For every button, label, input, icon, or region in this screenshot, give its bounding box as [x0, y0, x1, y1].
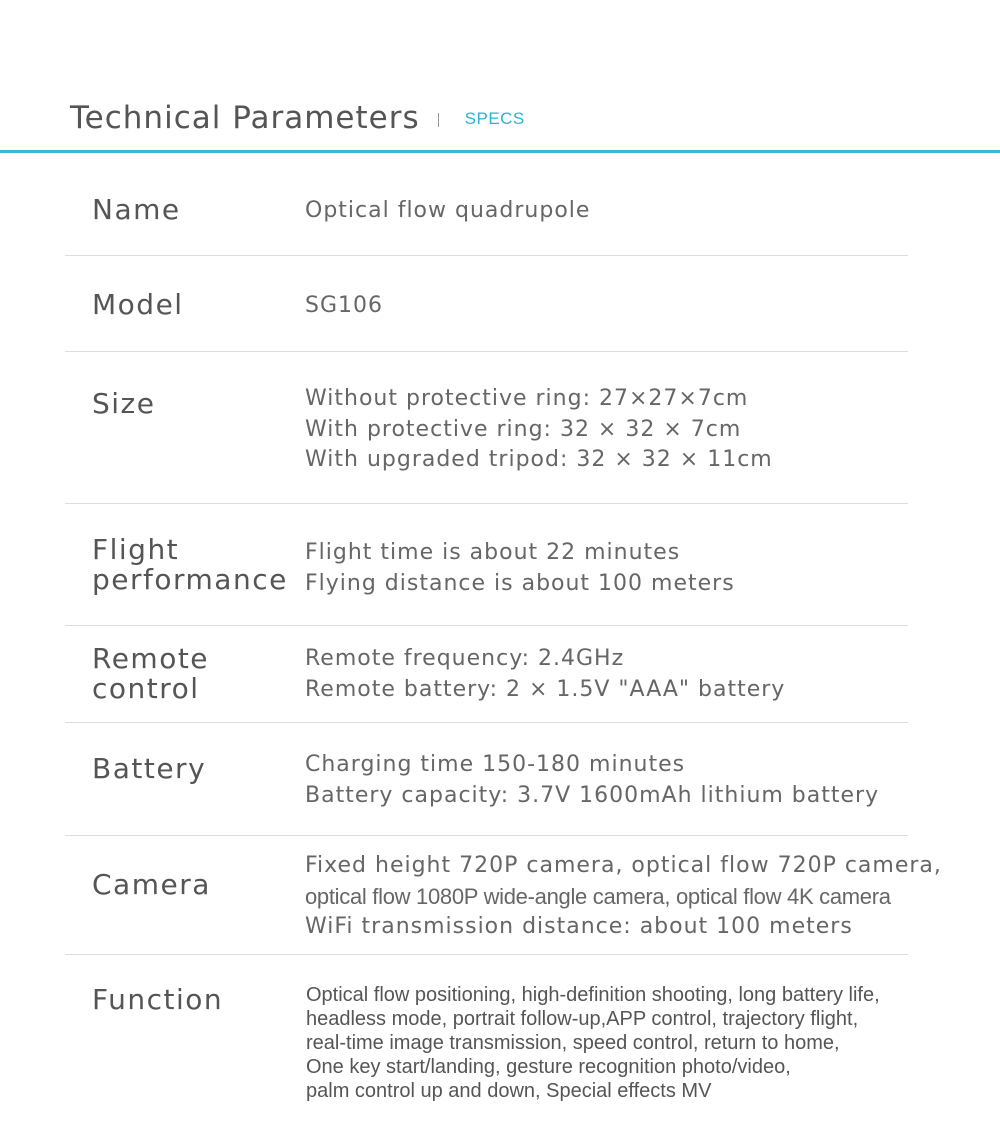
spec-value-line: Charging time 150-180 minutes	[305, 752, 686, 777]
spec-value-model	[305, 291, 383, 322]
spec-value-line: headless mode, portrait follow-up,APP control, trajectory flight,	[306, 1008, 859, 1030]
spec-label-line: control	[92, 672, 200, 705]
spec-row-battery	[65, 723, 908, 836]
page-title: Technical Parameters	[70, 100, 420, 136]
spec-value-line: SG106	[305, 293, 384, 318]
spec-value-name	[305, 196, 590, 227]
spec-value-line: Battery capacity: 3.7V 1600mAh lithium battery	[305, 782, 880, 808]
spec-value-line: optical flow 1080P wide-angle camera, optical flow 4K camera	[305, 883, 891, 909]
spec-value-line: With protective ring: 32 × 32 × 7cm	[305, 416, 742, 442]
spec-label-battery: Battery	[92, 752, 207, 785]
spec-row-function	[65, 955, 908, 1115]
spec-value-line: Flying distance is about 100 meters	[305, 570, 735, 596]
spec-value-line: Flight time is about 22 minutes	[305, 540, 681, 565]
spec-value-line: palm control up and down, Special effects MV	[306, 1080, 712, 1102]
spec-row-flight-performance	[65, 504, 908, 626]
spec-label-line: Flight	[92, 533, 180, 566]
spec-value-line: Remote battery: 2 × 1.5V "AAA" battery	[305, 676, 786, 702]
spec-label-remote-control	[92, 644, 209, 704]
spec-value-line: Remote frequency: 2.4GHz	[305, 646, 625, 671]
spec-value-line: Without protective ring: 27×27×7cm	[305, 386, 749, 411]
spec-label-function: Function	[92, 983, 224, 1016]
spec-value-flight-performance	[305, 538, 735, 599]
spec-row-camera	[65, 836, 942, 955]
specs-subtitle: SPECS	[464, 109, 525, 128]
spec-value-line: real-time image transmission, speed control, return to home,	[306, 1032, 840, 1054]
spec-label-name: Name	[92, 193, 181, 226]
spec-label-line: Remote	[92, 642, 210, 675]
spec-value-remote-control	[305, 644, 785, 705]
spec-value-function	[306, 983, 880, 1103]
spec-row-name	[65, 160, 908, 256]
spec-label-model: Model	[92, 288, 184, 321]
spec-value-battery	[305, 750, 879, 811]
spec-value-line: One key start/landing, gesture recognition photo/video,	[306, 1056, 791, 1078]
spec-row-remote-control	[65, 626, 908, 723]
spec-value-line: With upgraded tripod: 32 × 32 × 11cm	[305, 447, 773, 472]
spec-label-camera: Camera	[92, 868, 211, 901]
spec-label-line: performance	[92, 563, 288, 596]
spec-value-size	[305, 384, 773, 476]
spec-row-model	[65, 256, 908, 352]
spec-row-size	[65, 352, 908, 504]
spec-value-line: WiFi transmission distance: about 100 meters	[305, 914, 853, 939]
spec-value-line: Optical flow quadrupole	[305, 198, 591, 223]
spec-label-flight-performance	[92, 535, 288, 595]
section-header	[70, 98, 525, 138]
spec-value-line: Fixed height 720P camera, optical flow 720P camera,	[305, 853, 942, 878]
spec-label-size: Size	[92, 387, 156, 420]
header-accent-rule	[0, 150, 1000, 153]
spec-value-camera	[305, 851, 942, 943]
spec-value-line: Optical flow positioning, high-definition shooting, long battery life,	[306, 984, 880, 1006]
header-divider	[438, 113, 439, 127]
